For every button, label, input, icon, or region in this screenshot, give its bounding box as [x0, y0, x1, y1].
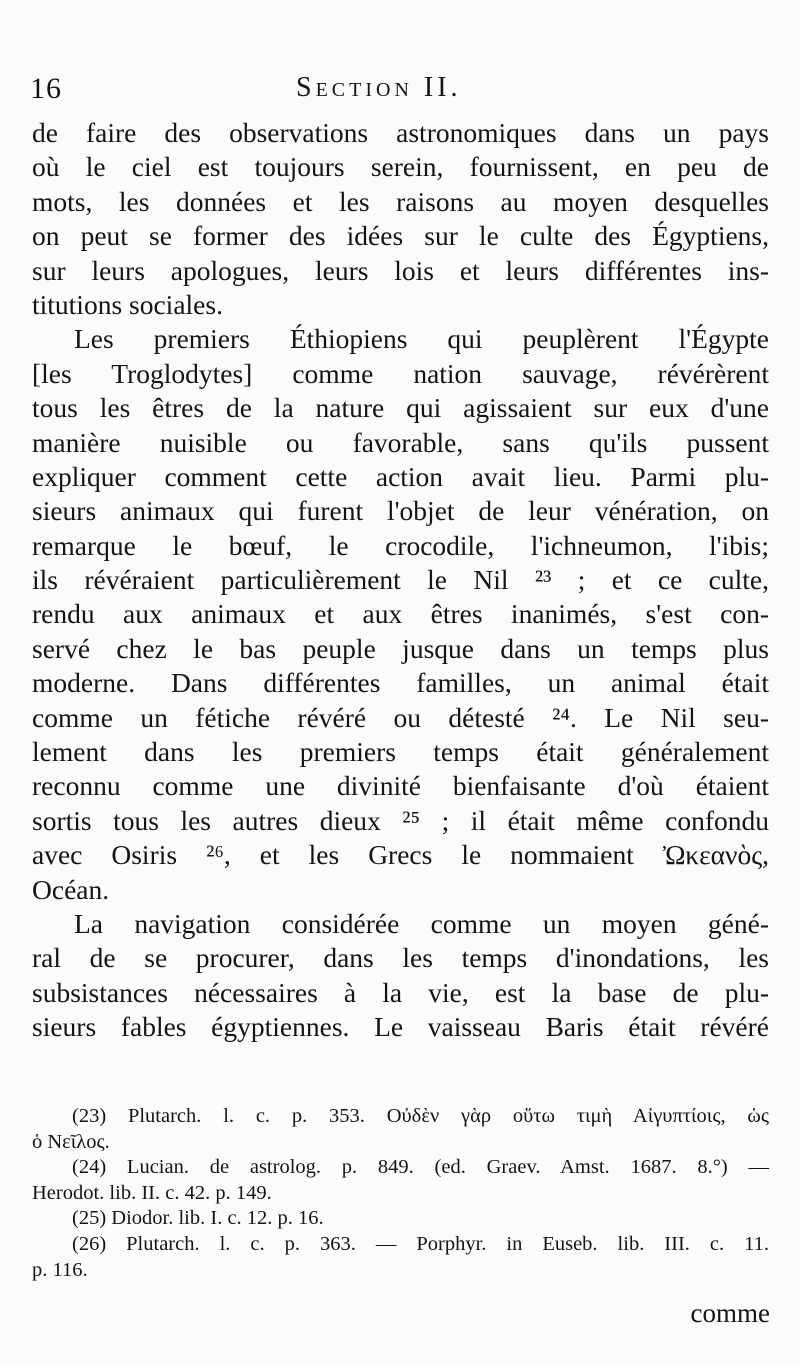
- text-line: sortis tous les autres dieux ²⁵ ; il était même confondu: [32, 804, 769, 836]
- text-line: on peut se former des idées sur le culte des Égyptiens,: [32, 220, 769, 252]
- text-line: titutions sociales.: [32, 288, 223, 320]
- text-line: de faire des observations astronomiques dans un pays: [32, 117, 769, 148]
- footnote-line: (25) Diodor. lib. I. c. 12. p. 16.: [72, 1207, 324, 1230]
- text-line: avec Osiris ²⁶, et les Grecs le nommaient Ὠκεανὸς,: [32, 839, 769, 871]
- page-number: 16: [30, 72, 62, 105]
- text-line: manière nuisible ou favorable, sans qu'ils pussent: [32, 426, 769, 458]
- text-line: [les Troglodytes] comme nation sauvage, révérèrent: [32, 357, 769, 389]
- footnote-line: (24) Lucian. de astrolog. p. 849. (ed. Graev. Amst. 1687. 8.°) —: [72, 1156, 769, 1179]
- text-line: Océan.: [32, 873, 110, 905]
- text-line: moderne. Dans différentes familles, un animal était: [32, 667, 769, 699]
- footnotes: [32, 1104, 769, 1283]
- footnote-line: p. 116.: [32, 1258, 88, 1281]
- text-line: subsistances nécessaires à la vie, est la base de plu-: [32, 976, 769, 1008]
- text-line: expliquer comment cette action avait lieu. Parmi plu-: [32, 460, 769, 492]
- footnote-line: Herodot. lib. II. c. 42. p. 149.: [32, 1181, 272, 1204]
- text-line: où le ciel est toujours serein, fournissent, en peu de: [32, 151, 769, 183]
- text-line: rendu aux animaux et aux êtres inanimés, s'est con-: [32, 598, 769, 630]
- text-line: comme un fétiche révéré ou détesté ²⁴. Le Nil seu-: [32, 701, 769, 733]
- footnote-line: ὁ Νεῖλος.: [32, 1130, 110, 1153]
- body-text: [32, 116, 769, 1045]
- text-line: sieurs animaux qui furent l'objet de leur vénération, on: [32, 495, 769, 527]
- text-line: sur leurs apologues, leurs lois et leurs différentes ins-: [32, 254, 769, 286]
- footnote-line: (23) Plutarch. l. c. p. 353. Οὐδὲν γὰρ οὕτω τιμὴ Αἰγυπτίοις, ὡς: [72, 1105, 769, 1127]
- text-line: sieurs fables égyptiennes. Le vaisseau Baris était révéré: [32, 1011, 769, 1043]
- footnote-line: (26) Plutarch. l. c. p. 363. — Porphyr. in Euseb. lib. III. c. 11.: [72, 1232, 769, 1255]
- text-line: Les premiers Éthiopiens qui peuplèrent l'Égypte: [74, 323, 769, 355]
- text-line: reconnu comme une divinité bienfaisante d'où étaient: [32, 770, 769, 802]
- text-line: ral de se procurer, dans les temps d'inondations, les: [32, 942, 769, 974]
- text-line: remarque le bœuf, le crocodile, l'ichneumon, l'ibis;: [32, 529, 769, 561]
- text-line: tous les êtres de la nature qui agissaient sur eux d'une: [32, 392, 769, 424]
- text-line: La navigation considérée comme un moyen géné-: [74, 907, 769, 939]
- page-header: [30, 66, 770, 106]
- running-head: Section II.: [296, 72, 462, 103]
- catchword: comme: [690, 1298, 770, 1328]
- text-line: servé chez le bas peuple jusque dans un temps plus: [32, 632, 769, 664]
- text-line: ils révéraient particulièrement le Nil ²³ ; et ce culte,: [32, 564, 769, 596]
- text-line: mots, les données et les raisons au moyen desquelles: [32, 185, 769, 217]
- text-line: lement dans les premiers temps était généralement: [32, 736, 769, 768]
